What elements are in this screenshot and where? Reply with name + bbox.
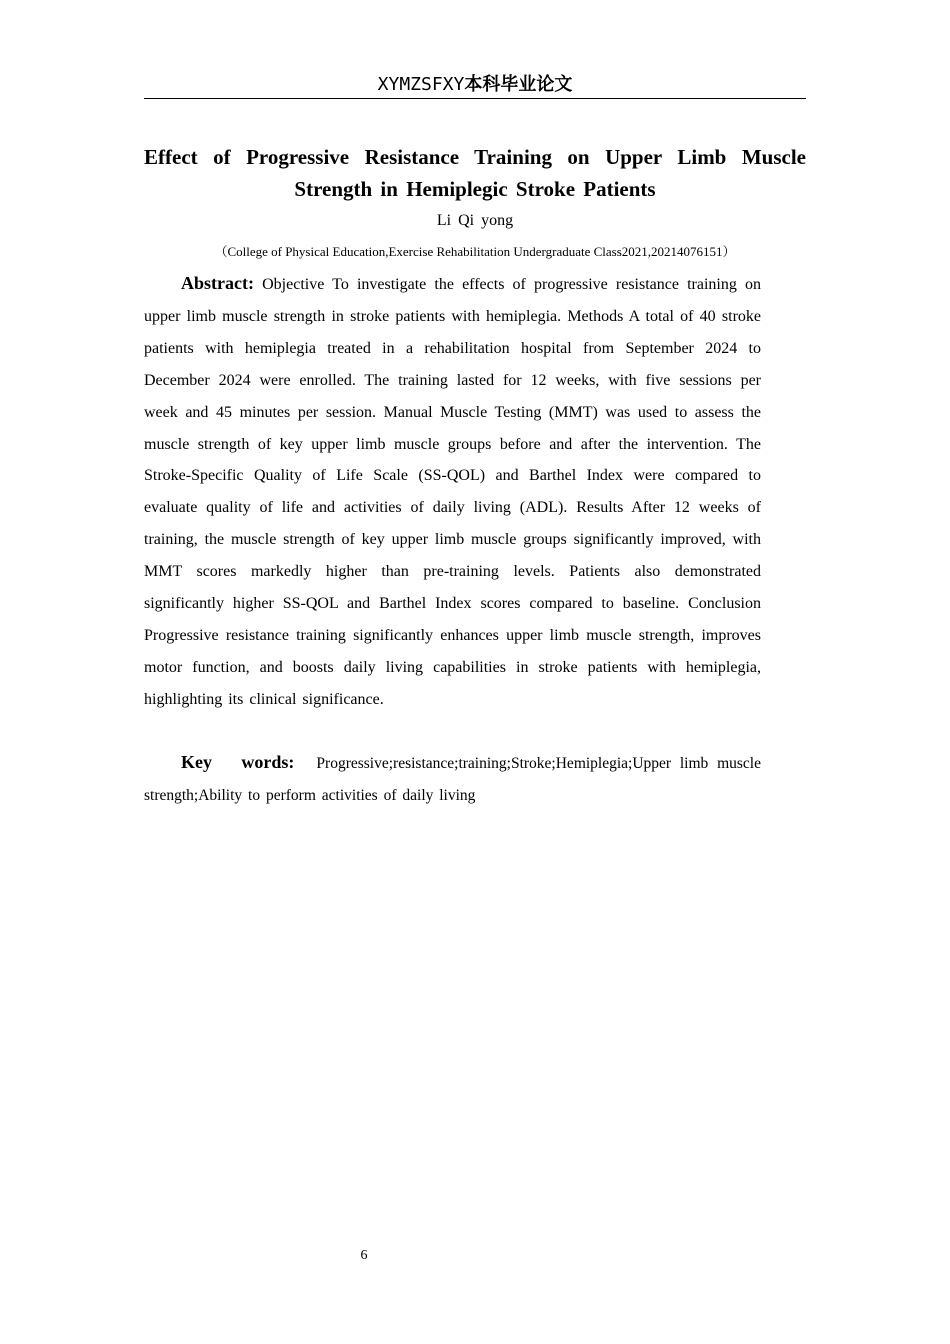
page-number: 6 — [360, 1248, 368, 1263]
header-school-code: XYMZSFXY — [377, 74, 465, 95]
paper-title: Effect of Progressive Resistance Training on Upper Limb Muscle Strength in Hemiplegic Stroke Patients — [144, 145, 806, 201]
page-header — [144, 70, 806, 99]
keywords-label: Key words: — [181, 752, 295, 772]
header-thesis-label: 本科毕业论文 — [464, 74, 573, 95]
author-name: Li Qi yong — [436, 212, 514, 229]
abstract-label: Abstract: — [181, 273, 254, 293]
keywords-paragraph — [144, 747, 761, 812]
abstract-text: Objective To investigate the effects of progressive resistance training on upper limb muscle strength in stroke patients with hemiplegia. Methods A total of 40 stroke patients with hemiplegia treated in a rehabilitation hospital from September 2024 to December 2024 were enrolled. The training lasted for 12 weeks, with five sessions per week and 45 minutes per session. Manual Muscle Testing (MMT) was used to assess the muscle strength of key upper limb muscle groups before and after the intervention. The Stroke-Specific Quality of Life Scale (SS-QOL) and Barthel Index were compared to evaluate quality of life and activities of daily living (ADL). Results After 12 weeks of training, the muscle strength of key upper limb muscle groups significantly improved, with MMT scores markedly higher than pre-training levels. Patients also demonstrated significantly higher SS-QOL and Barthel Index scores compared to baseline. Conclusion Progressive resistance training significantly enhances upper limb muscle strength, improves motor function, and boosts daily living capabilities in stroke patients with hemiplegia, highlighting its clinical significance. — [144, 276, 762, 708]
author-affiliation: （College of Physical Education,Exercise Rehabilitation Undergraduate Class2021,20214076151） — [214, 244, 736, 259]
keywords-text: Progressive;resistance;training;Stroke;Hemiplegia;Upper limb muscle strength;Ability to perform activities of daily living — [144, 755, 761, 804]
abstract-paragraph — [144, 268, 761, 716]
